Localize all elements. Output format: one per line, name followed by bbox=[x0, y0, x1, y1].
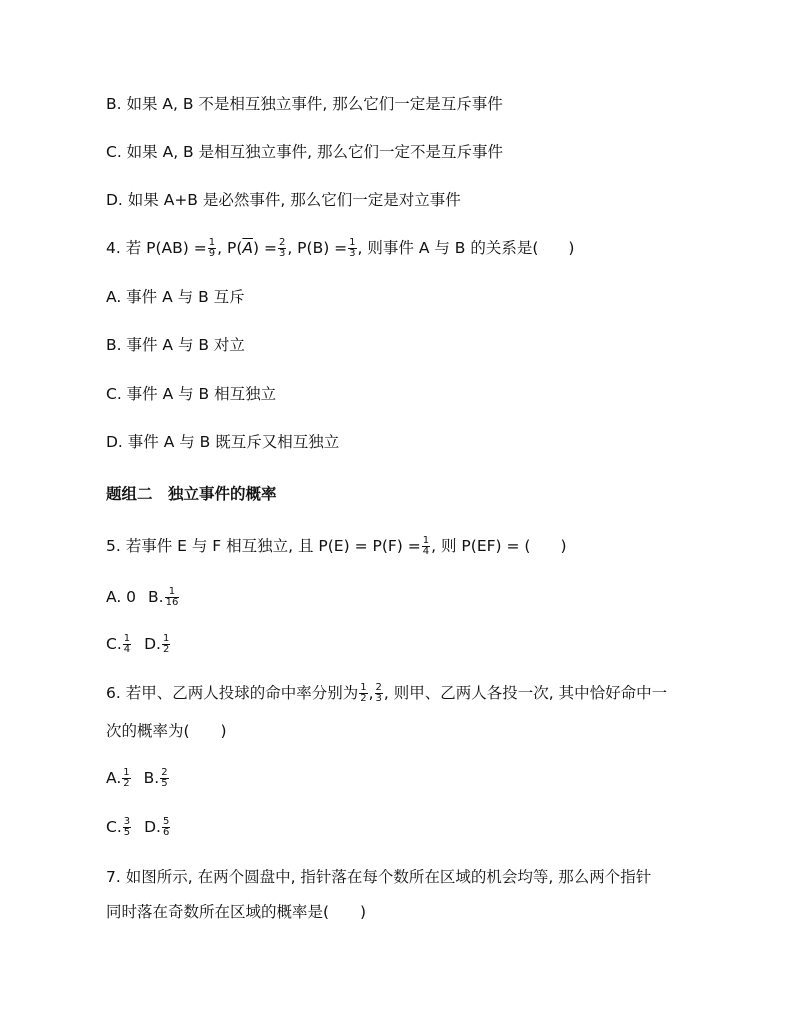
q3-option-d: D. 如果 A+B 是必然事件, 那么它们一定是对立事件 bbox=[106, 191, 461, 209]
q6-text-1: 6. 若甲、乙两人投球的命中率分别为 bbox=[106, 684, 359, 702]
fraction: $\frac{2}{3}$ bbox=[375, 682, 382, 704]
fraction: $\frac{3}{5}$ bbox=[123, 816, 131, 838]
q5-text-3: ) bbox=[560, 537, 567, 555]
q7-stem-line2: 同时落在奇数所在区域的概率是( ) bbox=[106, 903, 367, 921]
q5-stem bbox=[106, 536, 567, 557]
q6-option-b-label: B. bbox=[143, 769, 160, 787]
fraction: $\frac{1}{3}$ bbox=[349, 237, 356, 259]
fraction: $\frac{1}{4}$ bbox=[123, 633, 131, 655]
q5-options-cd bbox=[106, 634, 171, 655]
fraction: $\frac{1}{2}$ bbox=[123, 767, 130, 789]
q6-option-d-label: D. bbox=[144, 818, 161, 836]
q6-options-cd bbox=[106, 817, 171, 838]
q4-text-3: ) = bbox=[252, 239, 277, 257]
a-complement: $\overline{A}$ bbox=[242, 239, 253, 257]
q5-option-c-label: C. bbox=[106, 635, 122, 653]
q4-option-d: D. 事件 A 与 B 既互斥又相互独立 bbox=[106, 433, 340, 451]
q5-options-ab bbox=[106, 587, 180, 608]
q5-option-d-label: D. bbox=[144, 635, 161, 653]
fraction: $\frac{2}{5}$ bbox=[161, 767, 168, 789]
q6-options-ab bbox=[106, 768, 170, 789]
q4-option-a: A. 事件 A 与 B 互斥 bbox=[106, 288, 245, 306]
q6-sep: , bbox=[368, 684, 374, 702]
q5-option-a: A. 0 bbox=[106, 588, 137, 606]
fraction: $\frac{1}{4}$ bbox=[422, 535, 430, 557]
q6-stem-line1 bbox=[106, 683, 667, 704]
q3-option-c: C. 如果 A, B 是相互独立事件, 那么它们一定不是互斥事件 bbox=[106, 143, 503, 161]
fraction: $\frac{1}{9}$ bbox=[208, 237, 216, 259]
q4-text-4: , P(B) = bbox=[287, 239, 348, 257]
q5-text-1: 5. 若事件 E 与 F 相互独立, 且 P(E) = P(F) = bbox=[106, 537, 421, 555]
q6-option-c-label: C. bbox=[106, 818, 122, 836]
q6-option-a-label: A. bbox=[106, 769, 122, 787]
q6-text-2: , 则甲、乙两人各投一次, 其中恰好命中一 bbox=[383, 684, 668, 702]
q6-stem-line2: 次的概率为( ) bbox=[106, 722, 227, 740]
q7-stem-line1: 7. 如图所示, 在两个圆盘中, 指针落在每个数所在区域的机会均等, 那么两个指针 bbox=[106, 868, 652, 886]
fraction: $\frac{1}{2}$ bbox=[360, 682, 367, 704]
q4-text-5: , 则事件 A 与 B 的关系是( bbox=[357, 239, 539, 257]
q4-text-2: , P( bbox=[217, 239, 243, 257]
fraction: $\frac{5}{6}$ bbox=[163, 816, 170, 838]
fraction: $\frac{1}{2}$ bbox=[163, 633, 170, 655]
q4-text-6: ) bbox=[568, 239, 575, 257]
q4-text-1: 4. 若 P(AB) = bbox=[106, 239, 207, 257]
q3-option-b: B. 如果 A, B 不是相互独立事件, 那么它们一定是互斥事件 bbox=[106, 95, 503, 113]
section-heading: 题组二 独立事件的概率 bbox=[106, 485, 277, 503]
fraction: $\frac{1}{16}$ bbox=[165, 586, 179, 608]
q4-stem bbox=[106, 238, 574, 259]
q4-option-c: C. 事件 A 与 B 相互独立 bbox=[106, 385, 277, 403]
q4-option-b: B. 事件 A 与 B 对立 bbox=[106, 336, 245, 354]
fraction: $\frac{2}{3}$ bbox=[278, 237, 286, 259]
q5-option-b-label: B. bbox=[148, 588, 164, 606]
q5-text-2: , 则 P(EF) = ( bbox=[431, 537, 531, 555]
